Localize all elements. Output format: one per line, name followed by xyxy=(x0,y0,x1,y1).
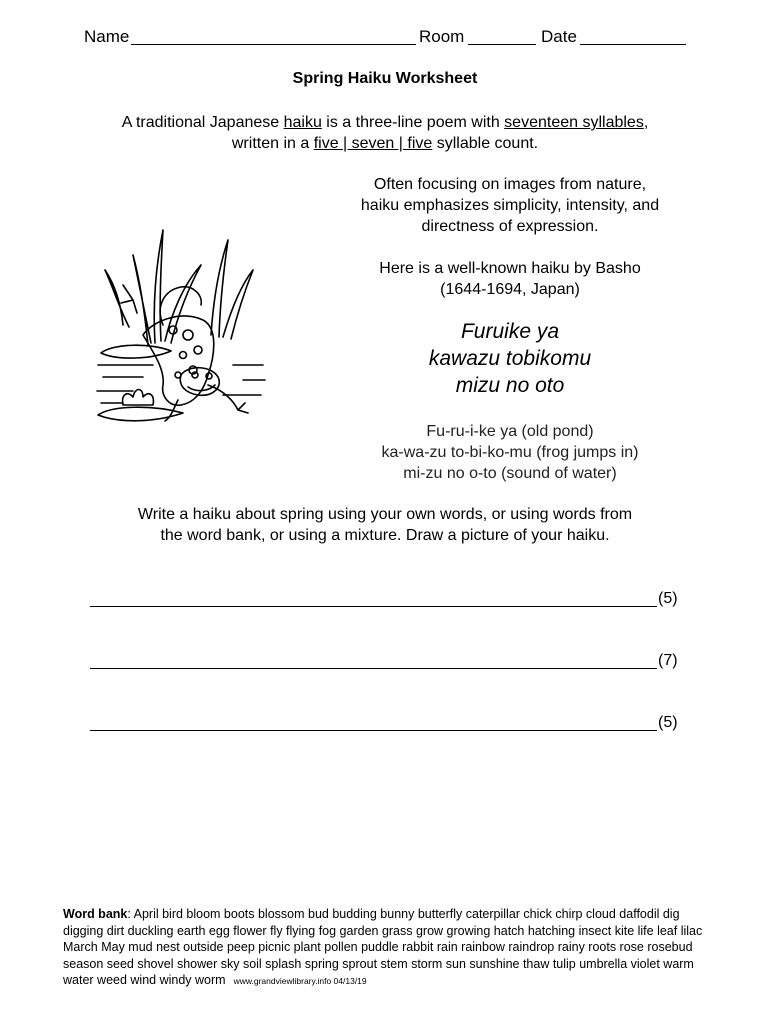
date-label: Date xyxy=(541,27,577,46)
date-blank[interactable] xyxy=(580,44,686,45)
word-bank xyxy=(63,906,703,990)
syllable-count: (7) xyxy=(658,652,678,669)
name-blank[interactable] xyxy=(131,44,416,45)
description-paragraph: Often focusing on images from nature, haiku emphasizes simplicity, intensity, and directness of expression. xyxy=(360,176,660,235)
haiku-translation: Fu-ru-i-ke ya (old pond) ka-wa-zu to-bi-ko-mu (frog jumps in) mi-zu no o-to (sound of water) xyxy=(381,423,639,482)
word-bank-words: : April bird bloom boots blossom bud budding bunny butterfly caterpillar chick chirp cloud daffodil dig digging dirt duckling earth egg flower fly flying fog garden grass grow growing hatch hatching insect kite life leaf lilac March May mud nest outside peep picnic plant pollen puddle rabbit rain rainbow raindrop rainy roots rose rosebud season seed shovel shower sky soil splash spring sprout stem storm sun sunshine thaw tulip umbrella violet warm water weed wind windy worm xyxy=(63,907,703,988)
intro-line-2: written in a five | seven | five syllable count. xyxy=(231,135,539,152)
intro-paragraph xyxy=(0,112,770,154)
syllable-count: (5) xyxy=(658,590,678,607)
instructions: Write a haiku about spring using your own words, or using words from the word bank, or using a mixture. Draw a picture of your haiku. xyxy=(137,506,633,544)
haiku-line-3[interactable] xyxy=(90,714,690,734)
worksheet-title: Spring Haiku Worksheet xyxy=(292,70,478,87)
frog-pond-illustration xyxy=(93,225,268,425)
credit-text: www.grandviewlibrary.info 04/13/19 xyxy=(233,976,367,987)
word-bank-label: Word bank xyxy=(63,907,128,921)
room-blank[interactable] xyxy=(468,44,536,45)
syllable-count: (5) xyxy=(658,714,678,731)
room-label: Room xyxy=(419,27,465,46)
basho-intro: Here is a well-known haiku by Basho (1644-1694, Japan) xyxy=(379,260,641,298)
name-label: Name xyxy=(84,27,130,46)
intro-line-1: A traditional Japanese haiku is a three-line poem with seventeen syllables, xyxy=(121,114,649,131)
haiku-line-1[interactable] xyxy=(90,590,690,610)
haiku-line-2[interactable] xyxy=(90,652,690,672)
haiku-japanese: Furuike ya kawazu tobikomu mizu no oto xyxy=(428,320,592,397)
